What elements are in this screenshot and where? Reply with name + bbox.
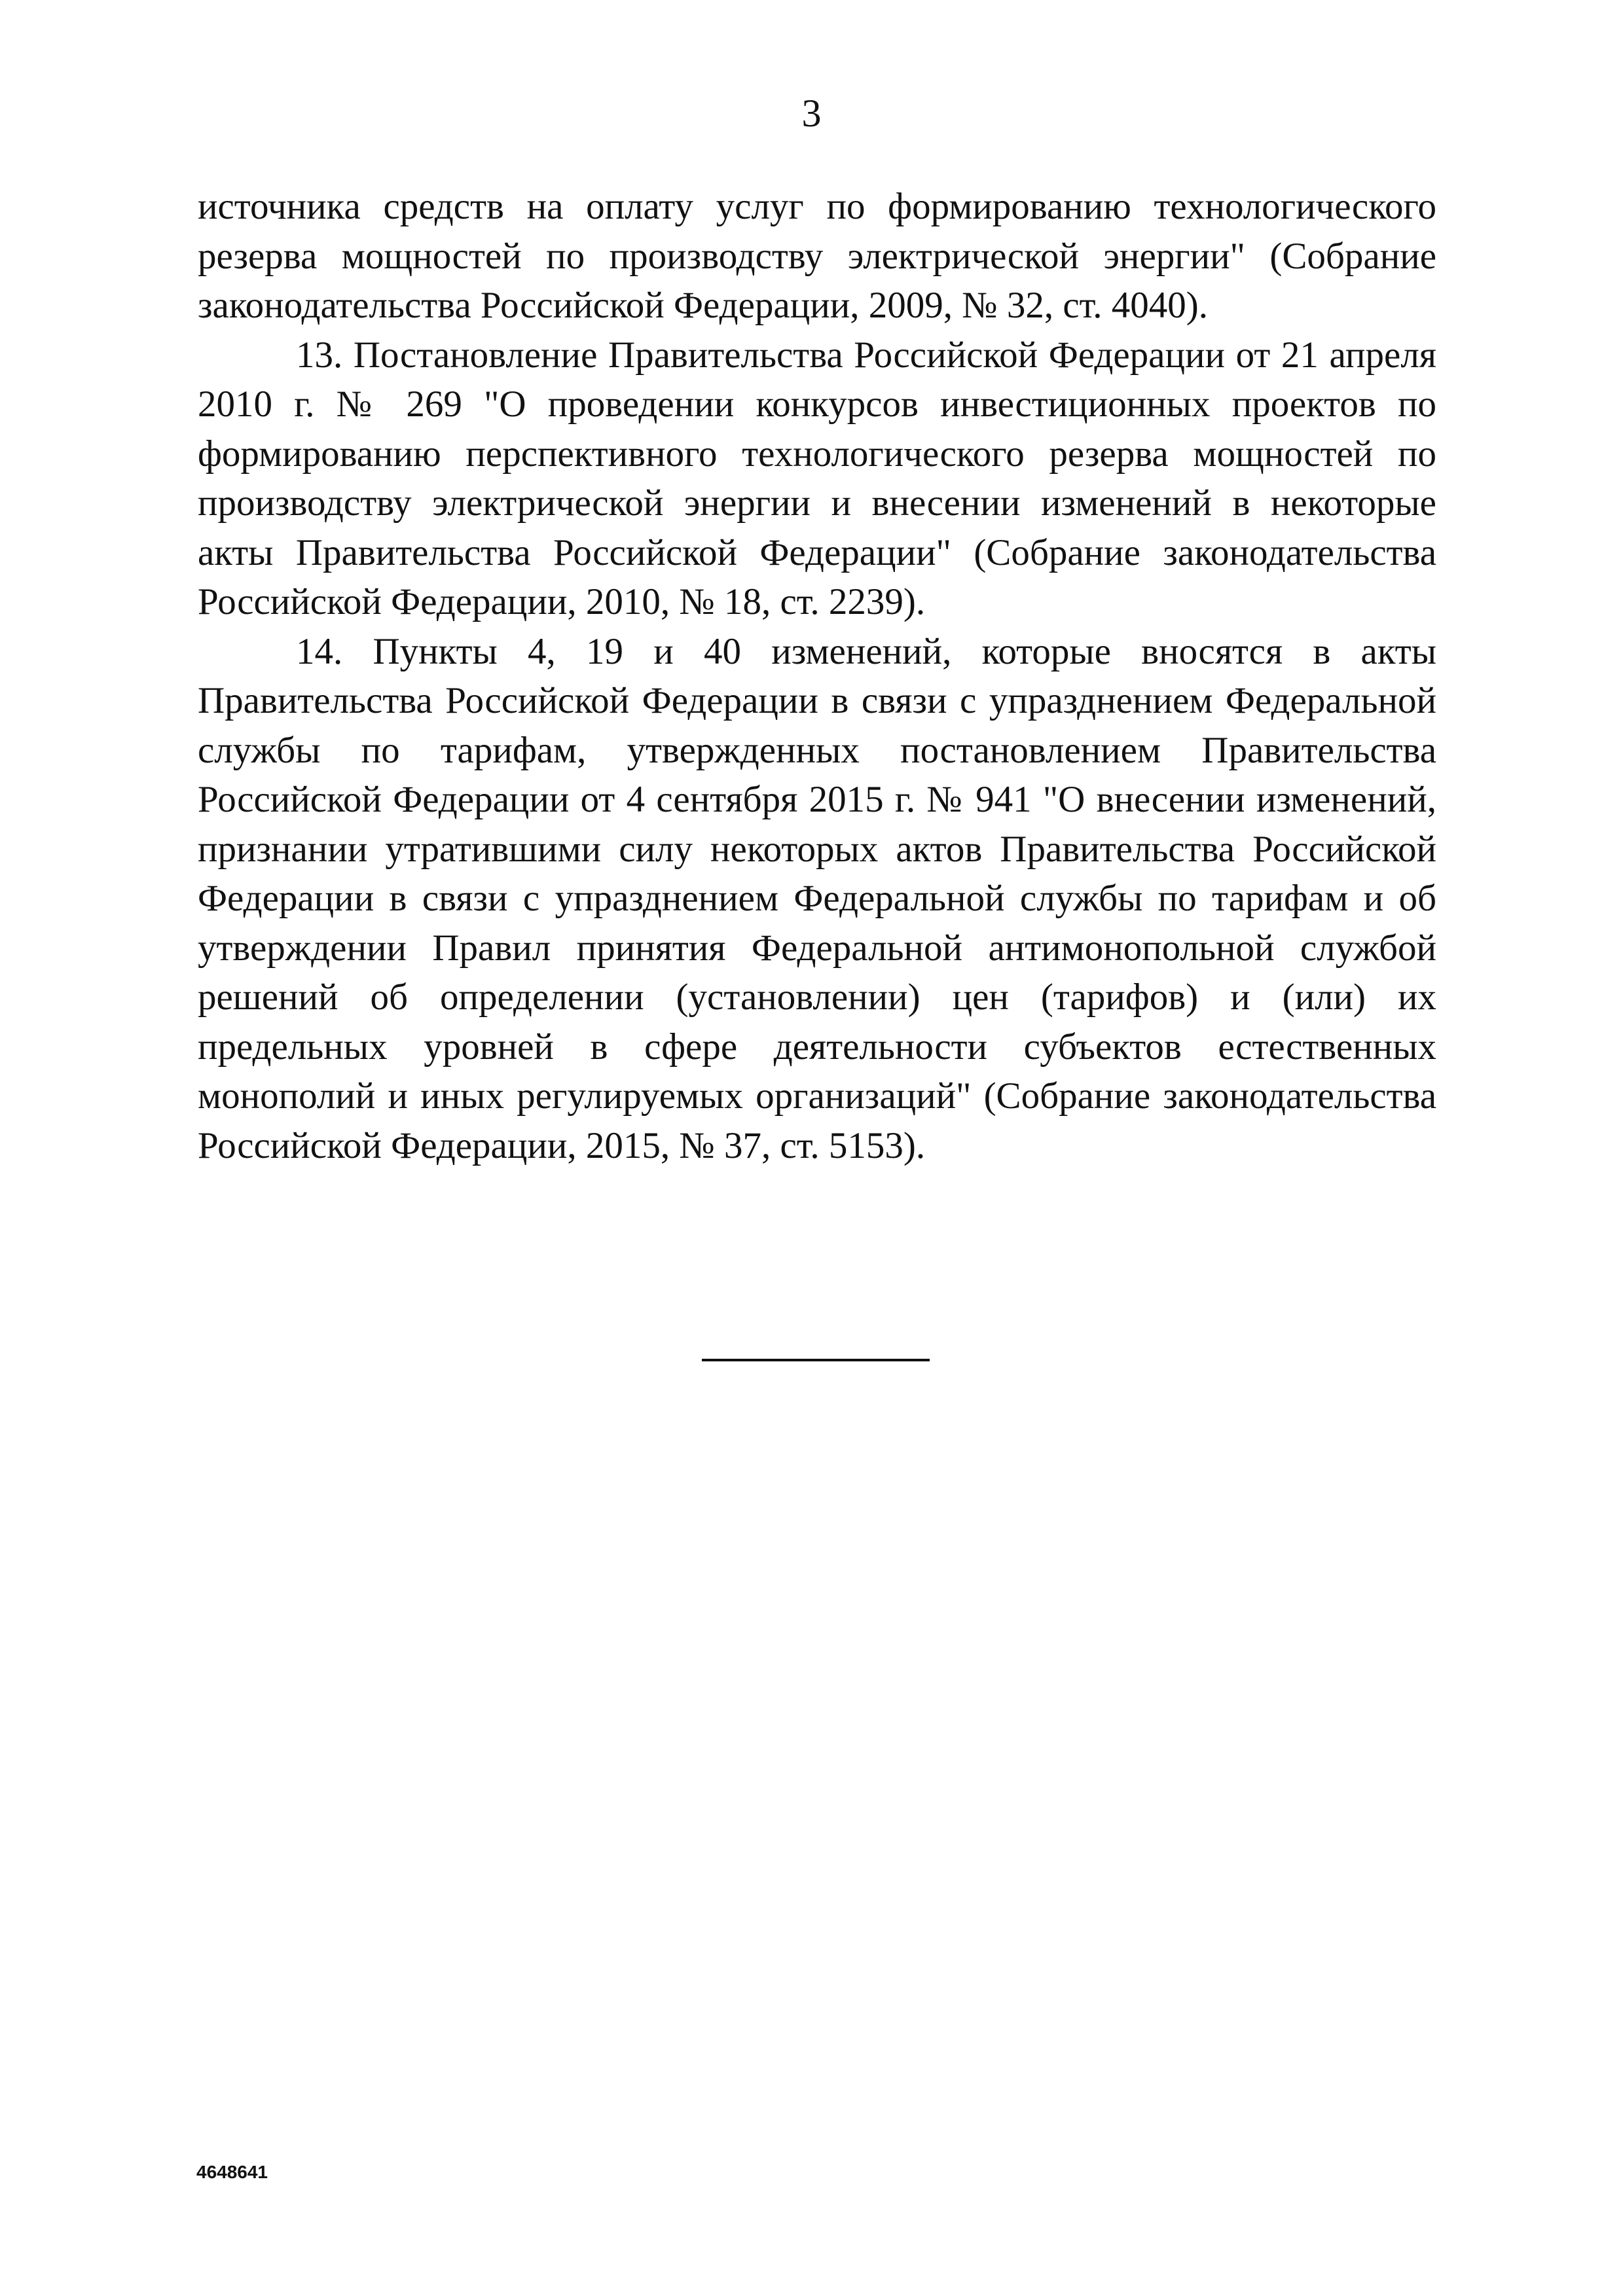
paragraph-item-13: 13. Постановление Правительства Российской Федерации от 21 апреля 2010 г. № 269 "О проведении конкурсов инвестиционных проектов по формированию перспективного технологического резерва мощностей по производству электрической энергии и внесении изменений в некоторые акты Правительства Российской Федерации" (Собрание законодательства Российской Федерации, 2010, № 18, ст. 2239). bbox=[198, 334, 1436, 622]
page-number: 3 bbox=[801, 92, 822, 135]
paragraph-item-14: 14. Пункты 4, 19 и 40 изменений, которые вносятся в акты Правительства Российской Федерации в связи с упразднением Федеральной службы по тарифам, утвержденных постановлением Правительства Российской Федерации от 4 сентября 2015 г. № 941 "О внесении изменений, признании утратившими силу некоторых актов Правительства Российской Федерации в связи с упразднением Федеральной службы по тарифам и об утверждении Правил принятия Федеральной антимонопольной службой решений об определении (установлении) цен (тарифов) и (или) их предельных уровней в сфере деятельности субъектов естественных монополий и иных регулируемых организаций" (Собрание законодательства Российской Федерации, 2015, № 37, ст. 5153). bbox=[198, 630, 1436, 1166]
end-separator-line bbox=[702, 1359, 930, 1361]
paragraph-continuation: источника средств на оплату услуг по формированию технологического резерва мощностей по производству электрической энергии" (Собрание законодательства Российской Федерации, 2009, № 32, ст. 4040). bbox=[198, 186, 1436, 326]
document-code: 4648641 bbox=[196, 2162, 268, 2182]
document-body bbox=[198, 182, 1436, 1170]
